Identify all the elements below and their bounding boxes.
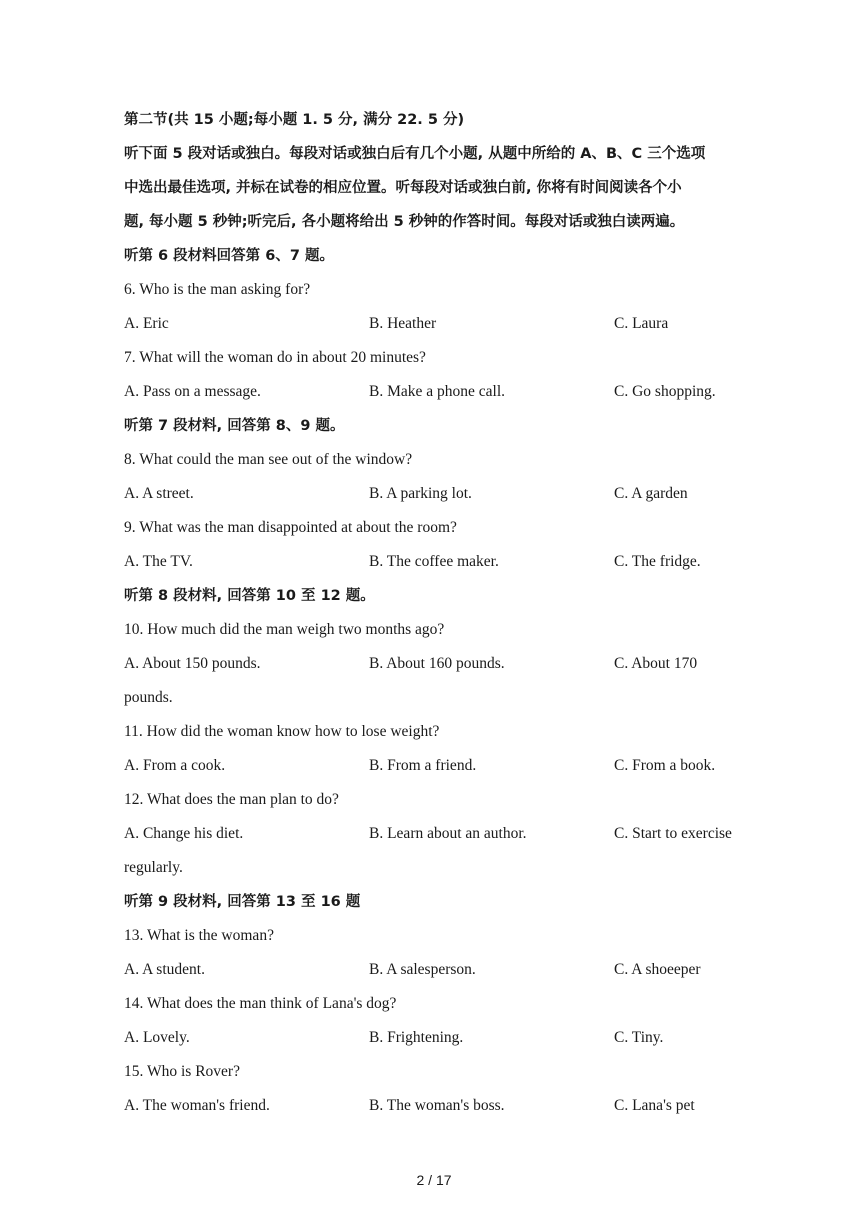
question-12: 12. What does the man plan to do? xyxy=(124,791,339,808)
question-15: 15. Who is Rover? xyxy=(124,1063,240,1080)
option-b: B. A parking lot. xyxy=(369,485,472,502)
passage-header-7: 听第 7 段材料, 回答第 8、9 题。 xyxy=(124,418,345,434)
instruction-line-3: 题, 每小题 5 秒钟;听完后, 各小题将给出 5 秒钟的作答时间。每段对话或独白读两遍。 xyxy=(124,214,685,230)
option-b: B. Learn about an author. xyxy=(369,825,527,842)
option-c: C. Tiny. xyxy=(614,1029,664,1046)
option-b: B. About 160 pounds. xyxy=(369,655,505,672)
question-11: 11. How did the woman know how to lose weight? xyxy=(124,723,440,740)
option-c: C. Laura xyxy=(614,315,669,332)
section-heading: 第二节(共 15 小题;每小题 1. 5 分, 满分 22. 5 分) xyxy=(124,112,465,128)
option-a: A. The woman's friend. xyxy=(124,1097,270,1114)
question-8: 8. What could the man see out of the window? xyxy=(124,451,413,468)
option-c: C. A garden xyxy=(614,485,688,502)
question-6: 6. Who is the man asking for? xyxy=(124,281,311,298)
option-a: A. From a cook. xyxy=(124,757,226,774)
option-c: C. From a book. xyxy=(614,757,716,774)
option-a: A. Pass on a message. xyxy=(124,383,261,400)
page-number: 2 / 17 xyxy=(416,1172,452,1188)
option-a: A. A street. xyxy=(124,485,194,502)
option-c: C. Start to exercise xyxy=(614,825,732,842)
question-13: 13. What is the woman? xyxy=(124,927,274,944)
option-a: A. Eric xyxy=(124,315,169,332)
instruction-line-1: 听下面 5 段对话或独白。每段对话或独白后有几个小题, 从题中所给的 A、B、C 三个选项 xyxy=(124,146,706,162)
option-c: C. The fridge. xyxy=(614,553,701,570)
passage-header-8: 听第 8 段材料, 回答第 10 至 12 题。 xyxy=(124,588,375,604)
option-wrap-12: regularly. xyxy=(124,859,183,876)
option-a: A. Lovely. xyxy=(124,1029,190,1046)
option-c: C. Go shopping. xyxy=(614,383,716,400)
passage-header-6: 听第 6 段材料回答第 6、7 题。 xyxy=(124,248,334,264)
option-wrap-10: pounds. xyxy=(124,689,173,706)
question-10: 10. How much did the man weigh two months ago? xyxy=(124,621,445,638)
question-9: 9. What was the man disappointed at about the room? xyxy=(124,519,457,536)
option-b: B. From a friend. xyxy=(369,757,477,774)
option-a: A. Change his diet. xyxy=(124,825,244,842)
option-b: B. The woman's boss. xyxy=(369,1097,505,1114)
option-b: B. Heather xyxy=(369,315,437,332)
option-a: A. A student. xyxy=(124,961,205,978)
instruction-line-2: 中选出最佳选项, 并标在试卷的相应位置。听每段对话或独白前, 你将有时间阅读各个小 xyxy=(124,180,682,196)
option-c: C. A shoeeper xyxy=(614,961,701,978)
question-14: 14. What does the man think of Lana's dog? xyxy=(124,995,397,1012)
option-b: B. A salesperson. xyxy=(369,961,476,978)
question-7: 7. What will the woman do in about 20 minutes? xyxy=(124,349,426,366)
option-a: A. The TV. xyxy=(124,553,193,570)
option-c: C. About 170 xyxy=(614,655,698,672)
option-c: C. Lana's pet xyxy=(614,1097,695,1114)
option-b: B. Make a phone call. xyxy=(369,383,506,400)
option-b: B. Frightening. xyxy=(369,1029,464,1046)
passage-header-9: 听第 9 段材料, 回答第 13 至 16 题 xyxy=(124,894,361,910)
option-a: A. About 150 pounds. xyxy=(124,655,261,672)
option-b: B. The coffee maker. xyxy=(369,553,499,570)
